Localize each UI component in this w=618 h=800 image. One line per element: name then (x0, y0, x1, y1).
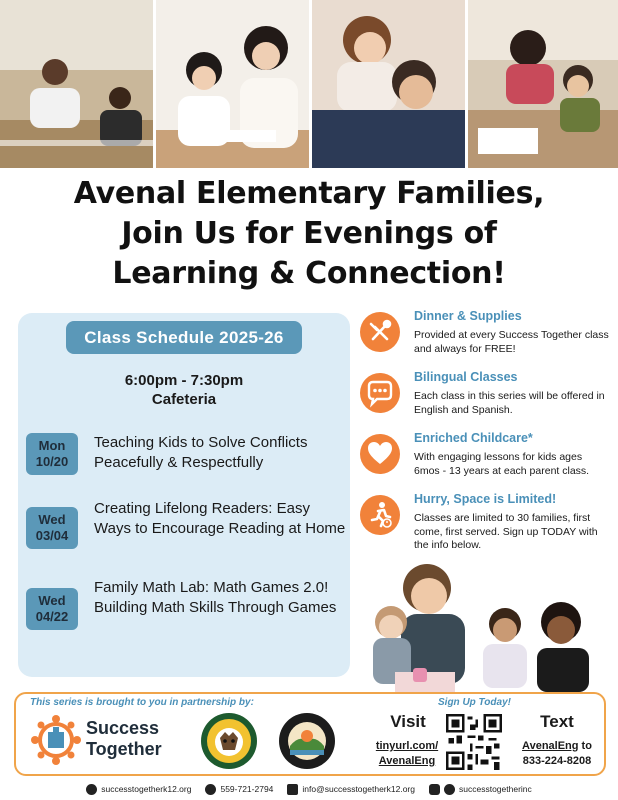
chat-bubble-icon (360, 373, 400, 413)
feature-body: Each class in this series will be offered in English and Spanish. (414, 390, 605, 416)
instagram-icon (429, 784, 440, 795)
footer-website[interactable] (86, 784, 191, 795)
text-keyword-line (508, 739, 606, 754)
date-badge (26, 588, 78, 630)
date-badge-day: Wed (38, 593, 66, 608)
headline-line-3: Learning & Connection! (112, 256, 506, 291)
footer-social-text[interactable]: successtogetherinc (459, 784, 532, 794)
photo-mother-daughter-reading (156, 0, 309, 168)
heart-icon (360, 434, 400, 474)
footer-phone[interactable] (205, 784, 273, 795)
feature-title: Dinner & Supplies (414, 309, 522, 323)
feature-title: Bilingual Classes (414, 370, 518, 384)
date-badge-day: Wed (38, 512, 66, 527)
feature-body: Classes are limited to 30 families, first come, first served. Sign up TODAY with the info below. (414, 512, 598, 551)
partner-label: This series is brought to you in partnership by: (30, 697, 254, 708)
date-badge-date: 10/20 (35, 454, 69, 469)
globe-icon (86, 784, 97, 795)
phone-icon (205, 784, 216, 795)
headline-line-2: Join Us for Evenings of (121, 216, 497, 251)
footer-email[interactable] (287, 784, 415, 795)
schedule-title: Class Schedule 2025-26 (66, 321, 302, 354)
schedule-time-location (18, 371, 350, 409)
text-number[interactable]: 833-224-8208 (522, 755, 592, 767)
footer-email-text[interactable]: info@successtogetherk12.org (302, 784, 415, 794)
feature-body: Provided at every Success Together class and always for FREE! (414, 329, 609, 355)
partner-section (14, 692, 606, 776)
footer-website-text[interactable]: successtogetherk12.org (101, 784, 192, 794)
feature-title: Hurry, Space is Limited! (414, 492, 557, 506)
date-badge-date: 04/22 (35, 609, 69, 624)
utensils-icon (360, 312, 400, 352)
footer-social[interactable] (429, 784, 532, 795)
signup-label: Sign Up Today! (438, 697, 511, 708)
text-keyword[interactable]: AvenalEng (522, 740, 579, 752)
text-instructions (508, 739, 606, 769)
schedule-item (26, 499, 346, 549)
photo-family-group (365, 552, 595, 692)
schedule-location: Cafeteria (151, 391, 217, 408)
photo-classroom-kids (0, 0, 153, 168)
school-mascot-seal-icon (200, 712, 258, 770)
success-together-name (86, 718, 162, 760)
visit-heading: Visit (390, 712, 426, 731)
footer-contact-bar (0, 781, 618, 797)
date-badge-day: Mon (38, 438, 66, 453)
success-together-logo-icon (30, 714, 82, 766)
text-heading: Text (540, 712, 574, 731)
org-name-line-2: Together (86, 739, 162, 759)
feature-body: With engaging lessons for kids ages 6mos - 13 years at each parent class. (414, 451, 590, 477)
photo-kids-classroom (468, 0, 618, 168)
headline-line-1: Avenal Elementary Families, (73, 176, 545, 211)
photo-strip (0, 0, 618, 168)
org-name-line-1: Success (86, 718, 160, 738)
class-title: Creating Lifelong Readers: Easy Ways to Encourage Reading at Home (94, 500, 346, 537)
footer-phone-text[interactable]: 559-721-2794 (220, 784, 274, 794)
photo-father-child (312, 0, 465, 168)
date-badge-date: 03/04 (35, 528, 69, 543)
date-badge (26, 433, 78, 475)
date-badge (26, 507, 78, 549)
visit-url-line-1[interactable]: tinyurl.com/ (375, 740, 439, 752)
class-title: Family Math Lab: Math Games 2.0! Building Math Skills Through Games (94, 579, 337, 616)
school-district-seal-icon (278, 712, 336, 770)
schedule-item (26, 433, 346, 475)
feature-title: Enriched Childcare* (414, 431, 533, 445)
qr-code-icon[interactable] (446, 714, 502, 770)
running-person-icon (360, 495, 400, 535)
class-title: Teaching Kids to Solve Conflicts Peacefully & Respectfully (94, 434, 308, 471)
class-schedule-panel (18, 313, 350, 677)
visit-url-line-2[interactable]: AvenalEng (378, 755, 436, 767)
headline (0, 174, 618, 294)
schedule-time: 6:00pm - 7:30pm (124, 372, 244, 389)
facebook-icon (444, 784, 455, 795)
email-icon (287, 784, 298, 795)
schedule-item (26, 578, 346, 630)
text-to: to (578, 740, 592, 752)
